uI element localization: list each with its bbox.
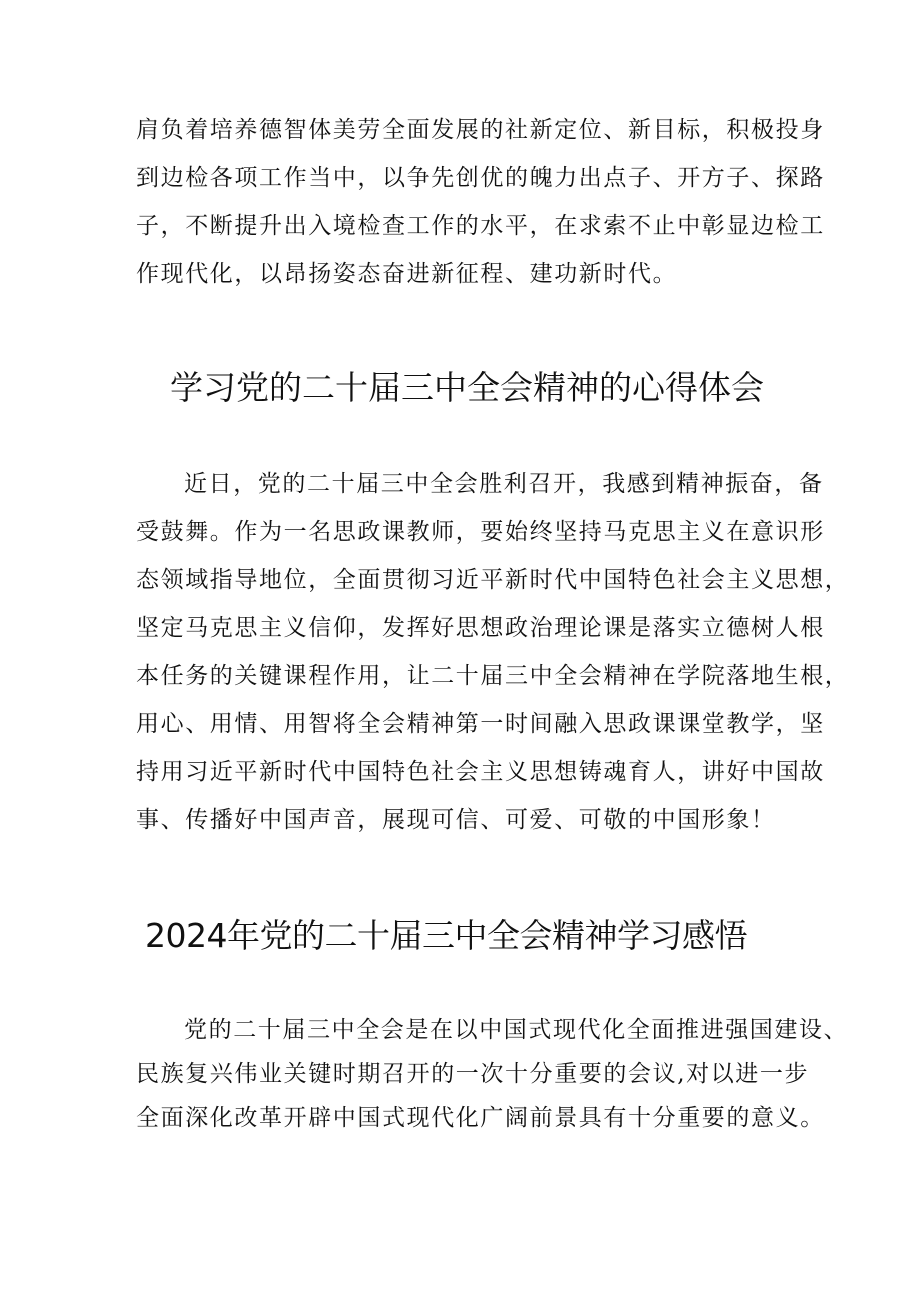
paragraph-2-line: 事、传播好中国声音，展现可信、可爱、可敬的中国形象！ bbox=[136, 807, 776, 833]
paragraph-3-line: 全面深化改革开辟中国式现代化广阔前景具有十分重要的意义。 bbox=[136, 1105, 825, 1131]
section-heading-1: 学习党的二十届三中全会精神的心得体会 bbox=[170, 368, 764, 407]
paragraph-2-line: 坚定马克思主义信仰，发挥好思想政治理论课是落实立德树人根 bbox=[136, 615, 825, 641]
paragraph-2-line: 受鼓舞。作为一名思政课教师，要始终坚持马克思主义在意识形 bbox=[136, 519, 825, 545]
section-heading-2: 2024年党的二十届三中全会精神学习感悟 bbox=[145, 916, 747, 955]
paragraph-1-line: 作现代化，以昂扬姿态奋进新征程、建功新时代。 bbox=[136, 261, 678, 287]
paragraph-3 bbox=[136, 1008, 849, 1140]
paragraph-1-line: 肩负着培养德智体美劳全面发展的社新定位、新目标，积极投身 bbox=[136, 117, 825, 143]
paragraph-2 bbox=[136, 460, 850, 844]
paragraph-1-line: 子，不断提升出入境检查工作的水平，在求索不止中彰显边检工 bbox=[136, 213, 825, 239]
paragraph-2-line: 近日，党的二十届三中全会胜利召开，我感到精神振奋，备 bbox=[184, 471, 824, 497]
paragraph-2-line: 持用习近平新时代中国特色社会主义思想铸魂育人，讲好中国故 bbox=[136, 759, 825, 785]
paragraph-3-line: 党的二十届三中全会是在以中国式现代化全面推进强国建设、 bbox=[184, 1017, 849, 1043]
paragraph-2-line: 态领域指导地位，全面贯彻习近平新时代中国特色社会主义思想， bbox=[136, 567, 850, 593]
paragraph-2-line: 本任务的关键课程作用，让二十届三中全会精神在学院落地生根， bbox=[136, 663, 850, 689]
paragraph-1 bbox=[136, 106, 825, 298]
paragraph-1-line: 到边检各项工作当中，以争先创优的魄力出点子、开方子、探路 bbox=[136, 165, 825, 191]
paragraph-3-line: 民族复兴伟业关键时期召开的一次十分重要的会议,对以进一步 bbox=[136, 1061, 810, 1087]
paragraph-2-line: 用心、用情、用智将全会精神第一时间融入思政课课堂教学，坚 bbox=[136, 711, 825, 737]
